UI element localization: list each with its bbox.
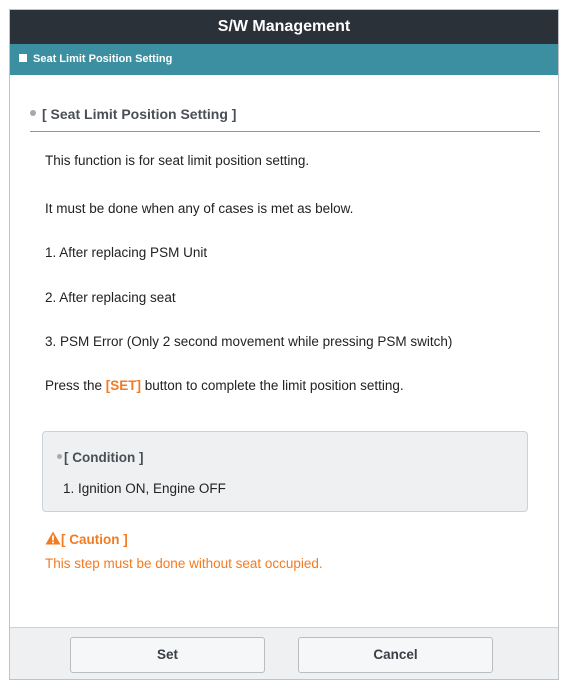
condition-box xyxy=(42,431,528,512)
sw-management-window xyxy=(9,9,559,680)
description-line-1: This function is for seat limit position setting. xyxy=(45,153,310,168)
square-icon xyxy=(19,54,27,62)
subheader-title: Seat Limit Position Setting xyxy=(33,53,173,65)
condition-title-text: [ Condition ] xyxy=(64,450,144,465)
set-button[interactable]: Set xyxy=(70,637,265,673)
case-item-3: 3. PSM Error (Only 2 second movement while pressing PSM switch) xyxy=(45,334,453,349)
condition-title xyxy=(57,450,143,465)
set-highlight-text: [SET] xyxy=(105,378,142,393)
window-title: S/W Management xyxy=(10,10,558,44)
caution-title-text: [ Caution ] xyxy=(61,532,128,547)
cancel-button[interactable]: Cancel xyxy=(298,637,493,673)
instruction-suffix: button to complete the limit position setting. xyxy=(141,378,404,393)
case-item-1: 1. After replacing PSM Unit xyxy=(45,245,208,260)
instruction-line xyxy=(45,378,404,393)
case-item-2: 2. After replacing seat xyxy=(45,290,176,305)
description-line-2: It must be done when any of cases is met as below. xyxy=(45,201,354,216)
section-heading xyxy=(30,106,540,132)
subheader-bar xyxy=(10,44,558,75)
warning-triangle-icon xyxy=(45,531,61,545)
condition-item-1: 1. Ignition ON, Engine OFF xyxy=(63,481,226,496)
button-bar xyxy=(10,627,558,680)
section-heading-text: [ Seat Limit Position Setting ] xyxy=(42,106,237,122)
caution-title xyxy=(45,532,128,547)
bullet-dot-icon xyxy=(30,110,36,116)
bullet-dot-icon xyxy=(57,454,62,459)
caution-text: This step must be done without seat occupied. xyxy=(45,556,323,571)
instruction-prefix: Press the xyxy=(45,378,106,393)
